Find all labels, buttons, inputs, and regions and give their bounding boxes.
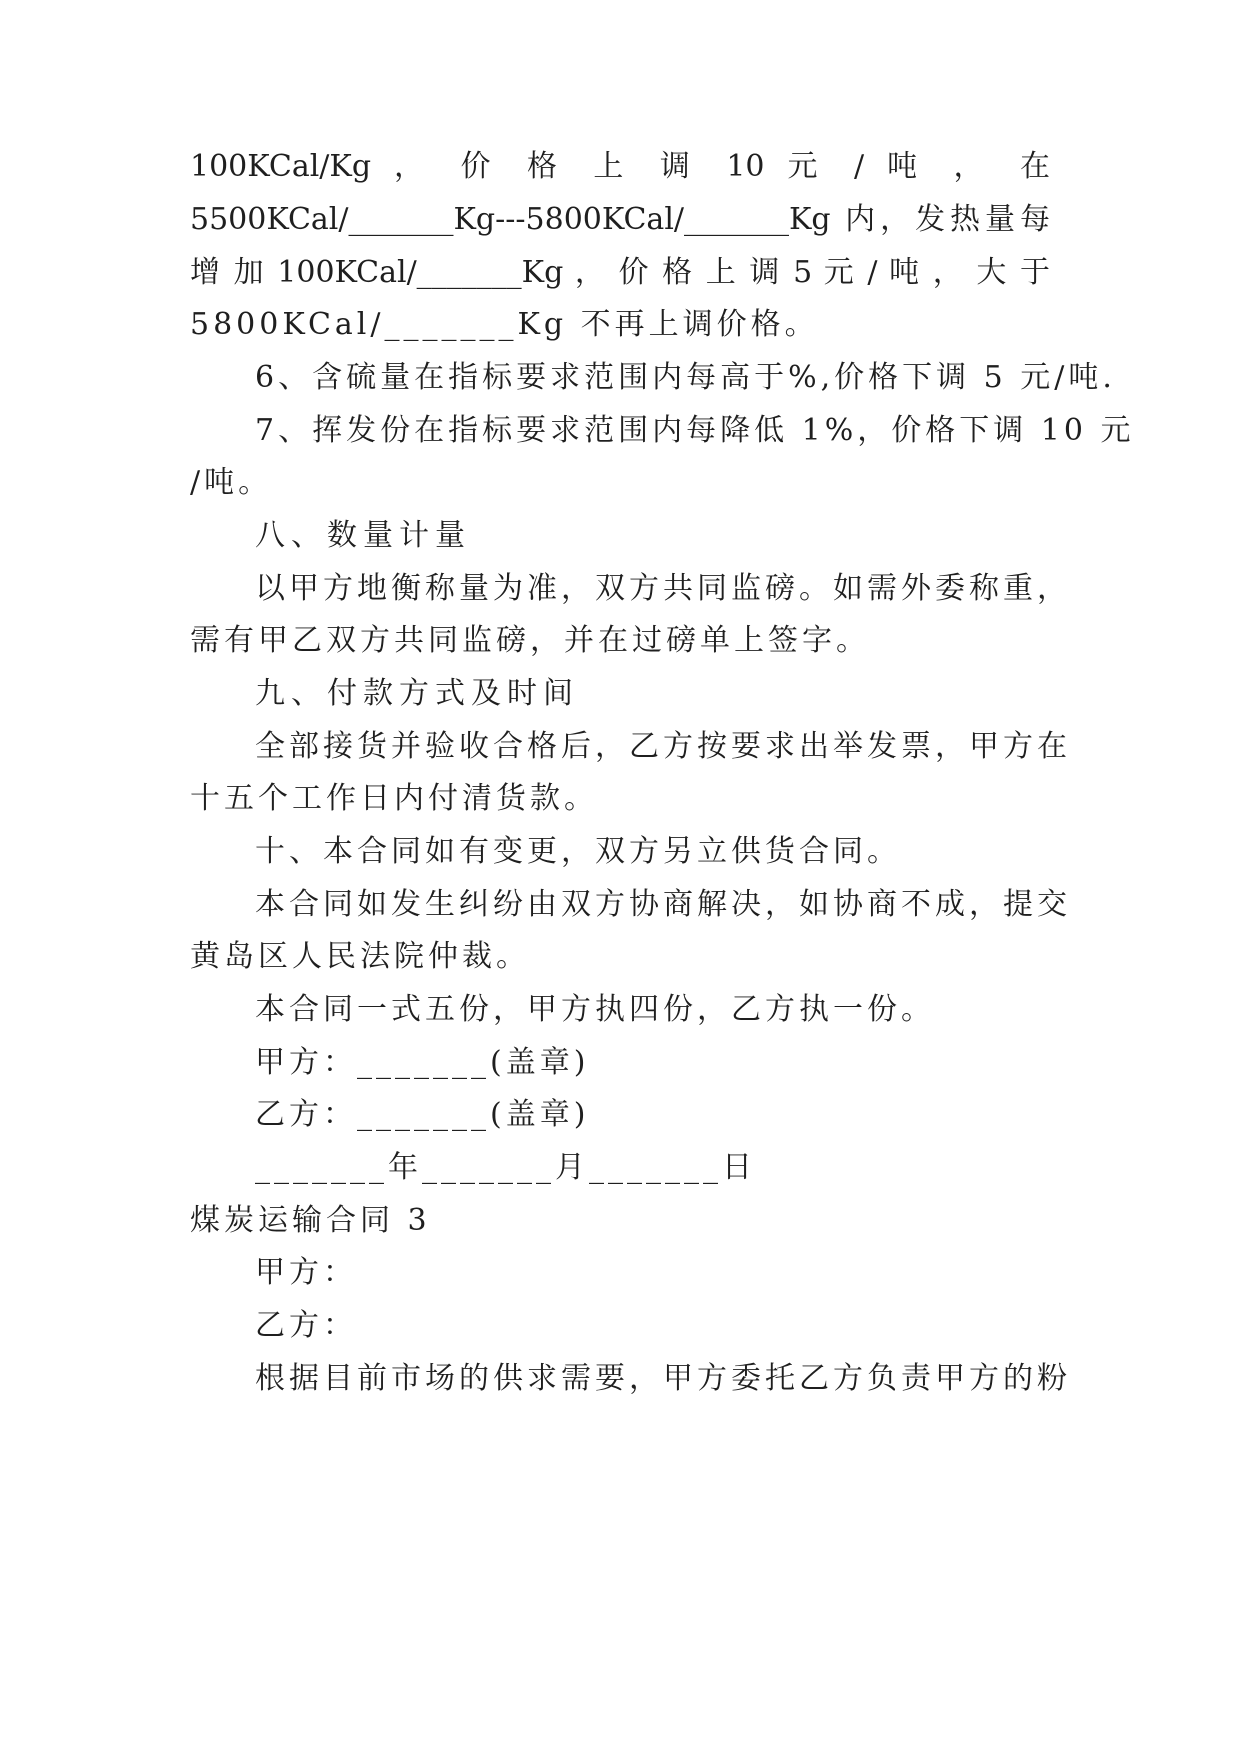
- document-title: 煤炭运输合同 3: [190, 1203, 431, 1238]
- section-heading: 八、数量计量: [255, 518, 471, 553]
- text-line: 以甲方地衡称量为准，双方共同监磅。如需外委称重，: [255, 571, 1071, 606]
- text-line: 本合同如发生纠纷由双方协商解决，如协商不成，提交: [255, 887, 1071, 922]
- text-line: 5800KCal/_______Kg 不再上调价格。: [190, 307, 819, 342]
- party-b-label: 乙方：: [255, 1308, 357, 1343]
- text-line: 本合同一式五份，甲方执四份，乙方执一份。: [255, 992, 935, 1027]
- party-a-label: 甲方：: [255, 1255, 357, 1290]
- text-line: /吨。: [190, 465, 273, 500]
- signature-party-a: 甲方：_______(盖章): [255, 1045, 590, 1080]
- text-line: 需有甲乙双方共同监磅，并在过磅单上签字。: [190, 623, 870, 658]
- text-line: 增 加 100KCal/_______Kg ， 价 格 上 调 5 元 / 吨 ， 大 于: [190, 255, 1050, 290]
- text-line: 黄岛区人民法院仲裁。: [190, 939, 530, 974]
- text-line: 6、含硫量在指标要求范围内每高于%,价格下调 5 元/吨.: [255, 360, 1116, 395]
- text-line: 全部接货并验收合格后，乙方按要求出举发票，甲方在: [255, 729, 1071, 764]
- text-line: 十五个工作日内付清货款。: [190, 781, 598, 816]
- text-line: 7、挥发份在指标要求范围内每降低 1%，价格下调 10 元: [255, 413, 1135, 448]
- text-line: 100KCal/Kg ， 价 格 上 调 10 元 / 吨 ， 在: [190, 149, 1050, 184]
- signature-party-b: 乙方：_______(盖章): [255, 1097, 590, 1132]
- text-line: 根据目前市场的供求需要，甲方委托乙方负责甲方的粉: [255, 1361, 1071, 1396]
- text-line: 5500KCal/_______Kg---5800KCal/_______Kg 内，发热量每: [190, 202, 1050, 237]
- text-line: 十、本合同如有变更，双方另立供货合同。: [255, 834, 901, 869]
- date-line: _______年_______月_______日: [255, 1150, 756, 1185]
- section-heading: 九、付款方式及时间: [255, 676, 579, 711]
